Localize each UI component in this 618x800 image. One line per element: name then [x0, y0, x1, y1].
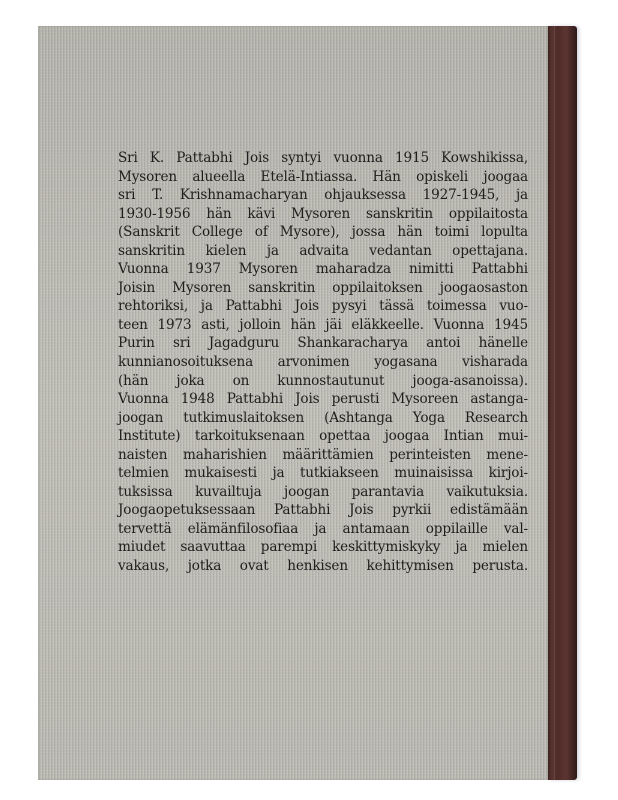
blurb-line: telmien mukaisesti ja tutkiakseen muinaisissa kirjoi-	[118, 465, 528, 482]
blurb-line: kunnianosoituksena arvonimen yogasana visharada	[118, 354, 528, 371]
blurb-line: tervettä elämänfilosofiaa ja antamaan oppilaille val-	[118, 520, 528, 537]
blurb-line: miudet saavuttaa parempi keskittymiskyky ja mielen	[118, 539, 528, 556]
blurb-line: sanskritin kielen ja advaita vedantan opettajana.	[118, 242, 528, 259]
blurb-line: joogan tutkimuslaitoksen (Ashtanga Yoga Research	[118, 409, 528, 426]
blurb-line: Joogaopetuksessaan Pattabhi Jois pyrkii edistämään	[118, 502, 528, 519]
blurb-line: rehtoriksi, ja Pattabhi Jois pysyi tässä toimessa vuo-	[118, 298, 528, 315]
blurb-line: (Sanskrit College of Mysore), jossa hän toimi lopulta	[118, 224, 528, 241]
blurb-line: Institute) tarkoituksenaan opettaa joogaa Intian mui-	[118, 428, 528, 445]
back-cover-blurb	[118, 149, 528, 576]
blurb-line: naisten maharishien määrittämien perinteisten mene-	[118, 446, 528, 463]
blurb-line: 1930-1956 hän kävi Mysoren sanskritin oppilaitosta	[118, 205, 528, 222]
blurb-line: (hän joka on kunnostautunut jooga-asanoissa).	[118, 372, 528, 389]
book	[38, 26, 578, 780]
blurb-line: teen 1973 asti, jolloin hän jäi eläkkeelle. Vuonna 1945	[118, 316, 528, 333]
spine-highlight	[554, 26, 555, 780]
blurb-line: Vuonna 1948 Pattabhi Jois perusti Mysoreen astanga-	[118, 391, 528, 408]
blurb-line: vakaus, jotka ovat henkisen kehittymisen perusta.	[118, 558, 528, 575]
back-cover	[38, 26, 548, 780]
blurb-line: Vuonna 1937 Mysoren maharadza nimitti Pattabhi	[118, 261, 528, 278]
blurb-line: Purin sri Jagadguru Shankaracharya antoi hänelle	[118, 335, 528, 352]
blurb-line: Joisin Mysoren sanskritin oppilaitoksen joogaosaston	[118, 279, 528, 296]
book-spine	[548, 26, 577, 780]
blurb-line: sri T. Krishnamacharyan ohjauksessa 1927-1945, ja	[118, 187, 528, 204]
blurb-line: Sri K. Pattabhi Jois syntyi vuonna 1915 Kowshikissa,	[118, 150, 528, 166]
blurb-line: Mysoren alueella Etelä-Intiassa. Hän opiskeli joogaa	[118, 168, 528, 185]
blurb-line: tuksissa kuvailtuja joogan parantavia vaikutuksia.	[118, 483, 528, 500]
